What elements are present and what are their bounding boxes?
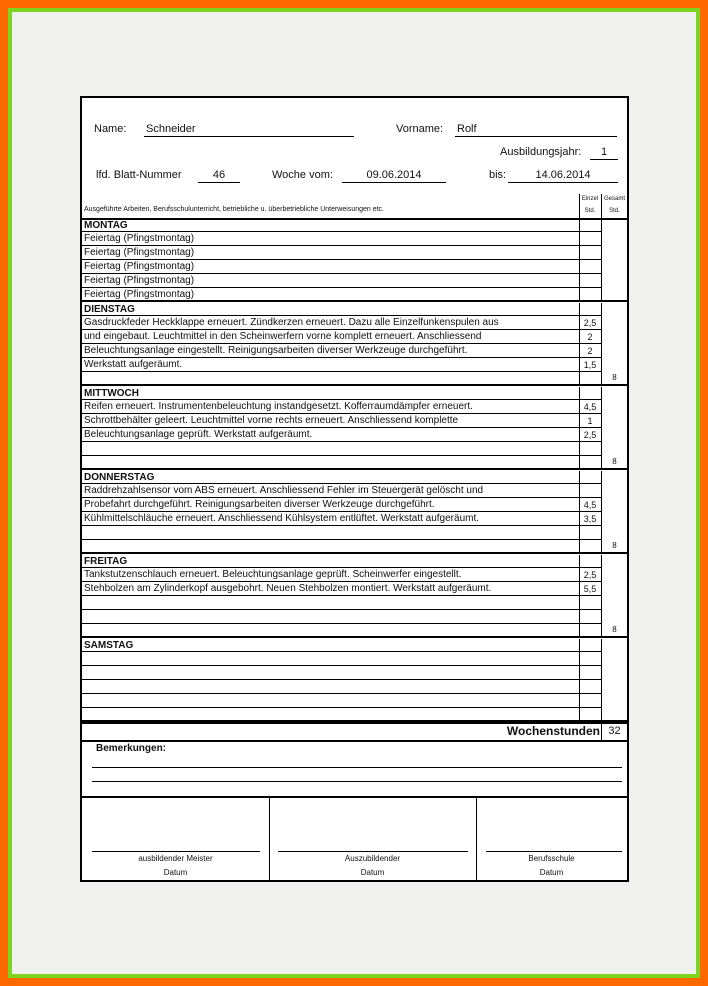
blatt-label: lfd. Blatt-Nummer [96,169,182,181]
table-row[interactable] [82,260,601,274]
row-hours [579,232,601,246]
report-form [80,96,629,882]
row-description [84,666,578,680]
table-row[interactable] [82,498,601,512]
remarks-line[interactable] [92,781,622,782]
table-row[interactable] [82,694,601,708]
bis-field[interactable]: 14.06.2014 [508,168,618,183]
day-name: DONNERSTAG [84,472,155,483]
row-hours [579,526,601,540]
day-block-samstag [82,639,627,722]
row-description: und eingebaut. Leuchtmittel in den Scheinwerfern vorne komplett erneuert. Anschliessend [84,331,482,342]
row-hours [579,610,601,624]
row-description: Reifen erneuert. Instrumentenbeleuchtung instandgesetzt. Kofferraumdämpfer erneuert. [84,401,473,412]
row-description: Probefahrt durchgeführt. Reinigungsarbeiten diverser Werkzeuge durchgeführt. [84,499,435,510]
day-block-montag [82,219,627,302]
table-row[interactable] [82,512,601,526]
table-row[interactable] [82,596,601,610]
row-hours [579,442,601,456]
remarks-top-border [82,740,627,742]
signatures-top-border [82,796,627,798]
table-row[interactable] [82,344,601,358]
day-bottom-border [82,636,627,638]
row-description [84,596,578,610]
day-total-hours: 8 [612,625,617,634]
row-hours [579,274,601,288]
row-hours: 3,5 [583,514,597,524]
row-hours [579,246,601,260]
blatt-field[interactable]: 46 [198,168,240,183]
row-description: Kühlmittelschläuche erneuert. Anschliessend Kühlsystem entlüftet. Werkstatt aufgeräumt. [84,513,480,524]
table-row[interactable] [82,316,601,330]
woche-label: Woche vom: [272,169,333,181]
column-divider [601,639,602,722]
table-row[interactable] [82,442,601,456]
row-description: Werkstatt aufgeräumt. [84,359,183,370]
day-block-dienstag [82,303,627,386]
row-hours: 2 [587,332,593,342]
row-hours: 1 [587,416,593,426]
week-hours-value: 32 [608,725,621,737]
row-hours [579,694,601,708]
header-divider [579,194,580,218]
vorname-label: Vorname: [396,123,444,135]
row-description [84,526,578,540]
column-divider [579,639,580,722]
column-divider [579,555,580,638]
header-divider [601,194,602,218]
row-description: Tankstutzenschlauch erneuert. Beleuchtungsanlage geprüft. Scheinwerfer eingestellt. [84,569,462,580]
table-row[interactable] [82,428,601,442]
single-hours-header: Einzel Std. [581,196,599,214]
row-description: Gasdruckfeder Heckklappe erneuert. Zündkerzen erneuert. Dazu alle Einzelfunkenspulen aus [84,317,499,328]
table-row[interactable] [82,414,601,428]
signature-label-azubi: Auszubildender Datum [344,854,401,877]
table-row[interactable] [82,274,601,288]
ausbildungsjahr-field[interactable]: 1 [590,145,618,160]
row-description: Beleuchtungsanlage eingestellt. Reinigungsarbeiten diverser Werkzeuge durchgeführt. [84,345,468,356]
row-hours [579,680,601,694]
table-row[interactable] [82,610,601,624]
table-row[interactable] [82,330,601,344]
row-hours [579,666,601,680]
table-description-header: Ausgeführte Arbeiten, Berufsschulunterricht, betriebliche u. überbetriebliche Unterweisungen etc. [84,206,385,213]
row-description: Feiertag (Pfingstmontag) [84,289,195,300]
day-bottom-border [82,384,627,386]
day-bottom-border [82,552,627,554]
total-hours-header: Gesamt Std. [603,196,625,214]
row-description [84,652,578,666]
column-divider [579,219,580,302]
row-hours: 2,5 [583,430,597,440]
row-description: Feiertag (Pfingstmontag) [84,275,195,286]
row-hours: 2 [587,346,593,356]
week-hours-label: Wochenstunden [506,724,600,738]
row-description: Feiertag (Pfingstmontag) [84,247,195,258]
row-description: Feiertag (Pfingstmontag) [84,261,195,272]
row-description [84,680,578,694]
row-description: Stehbolzen am Zylinderkopf ausgebohrt. Neuen Stehbolzen montiert. Werkstatt aufgeräumt. [84,583,492,594]
row-hours: 4,5 [583,500,597,510]
remarks-line[interactable] [92,767,622,768]
remarks-label: Bemerkungen: [96,743,167,754]
row-hours: 1,5 [583,360,597,370]
table-row[interactable] [82,246,601,260]
signature-label-meister: ausbildender Meister Datum [138,854,213,877]
row-description: Feiertag (Pfingstmontag) [84,233,195,244]
day-name: DIENSTAG [84,304,135,315]
row-hours: 2,5 [583,318,597,328]
day-name: FREITAG [84,556,128,567]
name-label: Name: [94,123,127,135]
day-block-mittwoch [82,387,627,470]
day-name: MONTAG [84,220,128,231]
day-total-hours: 8 [612,373,617,382]
day-bottom-border [82,300,627,302]
table-row[interactable] [82,680,601,694]
row-description: Schrottbehälter geleert. Leuchtmittel vorne rechts erneuert. Anschliessend komplette [84,415,459,426]
day-name: MITTWOCH [84,388,139,399]
row-description: Beleuchtungsanlage geprüft. Werkstatt aufgeräumt. [84,429,313,440]
day-total-hours: 8 [612,457,617,466]
bis-label: bis: [489,169,507,181]
table-row[interactable] [82,484,601,498]
row-description [84,442,578,456]
table-row[interactable] [82,358,601,372]
row-hours [579,596,601,610]
column-divider [579,387,580,470]
woche-field[interactable]: 09.06.2014 [342,168,446,183]
column-divider [579,471,580,554]
day-bottom-border [82,468,627,470]
table-row[interactable] [82,232,601,246]
table-row[interactable] [82,526,601,540]
table-row[interactable] [82,652,601,666]
vorname-field[interactable]: Rolf [455,122,617,137]
column-divider [579,303,580,386]
signature-label-schule: Berufsschule Datum [528,854,575,877]
ausbildungsjahr-label: Ausbildungsjahr: [500,146,582,158]
table-row[interactable] [82,400,601,414]
row-hours [579,484,601,498]
row-hours: 5,5 [583,584,597,594]
day-name: SAMSTAG [84,640,134,651]
row-hours: 4,5 [583,402,597,412]
row-hours [579,260,601,274]
column-divider [601,219,602,302]
row-hours [579,652,601,666]
day-total-hours: 8 [612,541,617,550]
row-description: Raddrehzahlsensor vom ABS erneuert. Anschliessend Fehler im Steuergerät gelöscht und [84,485,484,496]
name-field[interactable]: Schneider [144,122,354,137]
table-row[interactable] [82,568,601,582]
row-description [84,610,578,624]
row-hours: 2,5 [583,570,597,580]
row-description [84,694,578,708]
table-row[interactable] [82,582,601,596]
day-block-freitag [82,555,627,638]
table-row[interactable] [82,666,601,680]
day-block-donnerstag [82,471,627,554]
